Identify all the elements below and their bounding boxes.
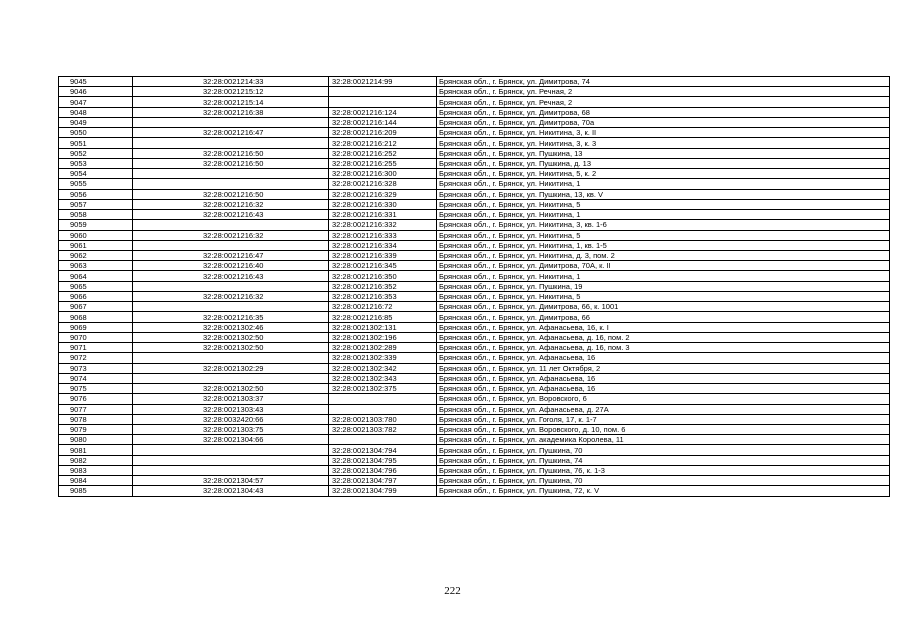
table-row	[59, 404, 890, 414]
land-cadastral-number	[133, 220, 329, 230]
address-cell: Брянская обл., г. Брянск, ул. Никитина, 5	[437, 291, 890, 301]
row-number: 9052	[59, 148, 133, 158]
row-number: 9063	[59, 261, 133, 271]
row-number: 9051	[59, 138, 133, 148]
building-cadastral-number: 32:28:0021216:144	[329, 117, 437, 127]
row-number: 9047	[59, 97, 133, 107]
land-cadastral-number	[133, 169, 329, 179]
land-cadastral-number: 32:28:0021216:43	[133, 210, 329, 220]
table-row	[59, 476, 890, 486]
building-cadastral-number: 32:28:0021216:255	[329, 158, 437, 168]
land-cadastral-number	[133, 465, 329, 475]
land-cadastral-number: 32:28:0021216:50	[133, 148, 329, 158]
building-cadastral-number: 32:28:0021303:780	[329, 414, 437, 424]
table-row	[59, 230, 890, 240]
building-cadastral-number: 32:28:0021302:131	[329, 322, 437, 332]
land-cadastral-number	[133, 445, 329, 455]
building-cadastral-number: 32:28:0021216:209	[329, 128, 437, 138]
land-cadastral-number: 32:28:0021302:46	[133, 322, 329, 332]
address-cell: Брянская обл., г. Брянск, ул. Пушкина, 72, к. V	[437, 486, 890, 496]
building-cadastral-number: 32:28:0021216:352	[329, 281, 437, 291]
building-cadastral-number: 32:28:0021216:252	[329, 148, 437, 158]
table-row	[59, 77, 890, 87]
address-cell: Брянская обл., г. Брянск, ул. Речная, 2	[437, 97, 890, 107]
address-cell: Брянская обл., г. Брянск, ул. Никитина, 1	[437, 210, 890, 220]
building-cadastral-number: 32:28:0021216:330	[329, 199, 437, 209]
table-row	[59, 210, 890, 220]
building-cadastral-number: 32:28:0021216:334	[329, 240, 437, 250]
table-row	[59, 250, 890, 260]
building-cadastral-number: 32:28:0021304:797	[329, 476, 437, 486]
table-row	[59, 169, 890, 179]
land-cadastral-number: 32:28:0021216:50	[133, 189, 329, 199]
address-cell: Брянская обл., г. Брянск, ул. Пушкина, 74	[437, 455, 890, 465]
row-number: 9074	[59, 373, 133, 383]
row-number: 9085	[59, 486, 133, 496]
table-row	[59, 148, 890, 158]
row-number: 9056	[59, 189, 133, 199]
registry-table-body	[59, 77, 890, 497]
row-number: 9081	[59, 445, 133, 455]
address-cell: Брянская обл., г. Брянск, ул. Афанасьева, д. 27А	[437, 404, 890, 414]
row-number: 9079	[59, 424, 133, 434]
building-cadastral-number: 32:28:0021302:343	[329, 373, 437, 383]
row-number: 9078	[59, 414, 133, 424]
building-cadastral-number: 32:28:0021216:331	[329, 210, 437, 220]
row-number: 9055	[59, 179, 133, 189]
table-row	[59, 302, 890, 312]
land-cadastral-number: 32:28:0021216:32	[133, 199, 329, 209]
row-number: 9064	[59, 271, 133, 281]
building-cadastral-number: 32:28:0021216:345	[329, 261, 437, 271]
table-row	[59, 97, 890, 107]
address-cell: Брянская обл., г. Брянск, ул. Никитина, 5, к. 2	[437, 169, 890, 179]
building-cadastral-number: 32:28:0021216:124	[329, 107, 437, 117]
building-cadastral-number	[329, 87, 437, 97]
table-row	[59, 455, 890, 465]
building-cadastral-number: 32:28:0021216:212	[329, 138, 437, 148]
table-row	[59, 312, 890, 322]
address-cell: Брянская обл., г. Брянск, ул. Никитина, 3, кв. 1-6	[437, 220, 890, 230]
address-cell: Брянская обл., г. Брянск, ул. Афанасьева, 16, к. I	[437, 322, 890, 332]
land-cadastral-number	[133, 117, 329, 127]
land-cadastral-number: 32:28:0021304:43	[133, 486, 329, 496]
land-cadastral-number	[133, 179, 329, 189]
building-cadastral-number: 32:28:0021302:196	[329, 332, 437, 342]
row-number: 9084	[59, 476, 133, 486]
row-number: 9072	[59, 353, 133, 363]
row-number: 9066	[59, 291, 133, 301]
land-cadastral-number: 32:28:0021304:57	[133, 476, 329, 486]
land-cadastral-number: 32:28:0021216:50	[133, 158, 329, 168]
row-number: 9071	[59, 343, 133, 353]
address-cell: Брянская обл., г. Брянск, ул. 11 лет Октября, 2	[437, 363, 890, 373]
table-row	[59, 445, 890, 455]
building-cadastral-number: 32:28:0021216:300	[329, 169, 437, 179]
table-row	[59, 199, 890, 209]
address-cell: Брянская обл., г. Брянск, ул. академика Королева, 11	[437, 435, 890, 445]
land-cadastral-number	[133, 138, 329, 148]
land-cadastral-number: 32:28:0021214:33	[133, 77, 329, 87]
building-cadastral-number	[329, 404, 437, 414]
land-cadastral-number: 32:28:0021216:47	[133, 128, 329, 138]
table-row	[59, 107, 890, 117]
table-row	[59, 384, 890, 394]
row-number: 9065	[59, 281, 133, 291]
building-cadastral-number	[329, 435, 437, 445]
address-cell: Брянская обл., г. Брянск, ул. Никитина, 5	[437, 199, 890, 209]
address-cell: Брянская обл., г. Брянск, ул. Гоголя, 17, к. 1-7	[437, 414, 890, 424]
row-number: 9082	[59, 455, 133, 465]
address-cell: Брянская обл., г. Брянск, ул. Димитрова, 74	[437, 77, 890, 87]
row-number: 9077	[59, 404, 133, 414]
row-number: 9075	[59, 384, 133, 394]
address-cell: Брянская обл., г. Брянск, ул. Воровского, 6	[437, 394, 890, 404]
address-cell: Брянская обл., г. Брянск, ул. Димитрова, 68	[437, 107, 890, 117]
table-row	[59, 271, 890, 281]
address-cell: Брянская обл., г. Брянск, ул. Никитина, 1	[437, 179, 890, 189]
registry-table	[58, 76, 890, 497]
building-cadastral-number: 32:28:0021304:795	[329, 455, 437, 465]
table-row	[59, 343, 890, 353]
page-number: 222	[444, 585, 461, 597]
land-cadastral-number: 32:28:0021302:50	[133, 332, 329, 342]
land-cadastral-number: 32:28:0021216:38	[133, 107, 329, 117]
building-cadastral-number: 32:28:0021303:782	[329, 424, 437, 434]
land-cadastral-number: 32:28:0021303:37	[133, 394, 329, 404]
land-cadastral-number	[133, 373, 329, 383]
land-cadastral-number: 32:28:0021216:40	[133, 261, 329, 271]
table-row	[59, 486, 890, 496]
address-cell: Брянская обл., г. Брянск, ул. Димитрова, 66, к. 1001	[437, 302, 890, 312]
address-cell: Брянская обл., г. Брянск, ул. Димитрова, 70а	[437, 117, 890, 127]
table-row	[59, 394, 890, 404]
address-cell: Брянская обл., г. Брянск, ул. Пушкина, 76, к. 1-3	[437, 465, 890, 475]
row-number: 9059	[59, 220, 133, 230]
address-cell: Брянская обл., г. Брянск, ул. Афанасьева, 16	[437, 384, 890, 394]
land-cadastral-number: 32:28:0021304:66	[133, 435, 329, 445]
row-number: 9073	[59, 363, 133, 373]
building-cadastral-number: 32:28:0021216:85	[329, 312, 437, 322]
address-cell: Брянская обл., г. Брянск, ул. Димитрова, 70А, к. II	[437, 261, 890, 271]
table-row	[59, 117, 890, 127]
building-cadastral-number: 32:28:0021302:375	[329, 384, 437, 394]
row-number: 9083	[59, 465, 133, 475]
address-cell: Брянская обл., г. Брянск, ул. Пушкина, 70	[437, 445, 890, 455]
land-cadastral-number: 32:28:0021216:32	[133, 291, 329, 301]
building-cadastral-number: 32:28:0021302:342	[329, 363, 437, 373]
table-row	[59, 189, 890, 199]
row-number: 9061	[59, 240, 133, 250]
row-number: 9060	[59, 230, 133, 240]
table-row	[59, 138, 890, 148]
land-cadastral-number: 32:28:0021302:50	[133, 384, 329, 394]
table-row	[59, 281, 890, 291]
table-row	[59, 220, 890, 230]
address-cell: Брянская обл., г. Брянск, ул. Афанасьева, 16	[437, 373, 890, 383]
address-cell: Брянская обл., г. Брянск, ул. Никитина, 1	[437, 271, 890, 281]
address-cell: Брянская обл., г. Брянск, ул. Никитина, 3, к. II	[437, 128, 890, 138]
building-cadastral-number: 32:28:0021216:333	[329, 230, 437, 240]
table-row	[59, 363, 890, 373]
row-number: 9045	[59, 77, 133, 87]
address-cell: Брянская обл., г. Брянск, ул. Никитина, 1, кв. 1-5	[437, 240, 890, 250]
building-cadastral-number: 32:28:0021216:353	[329, 291, 437, 301]
building-cadastral-number: 32:28:0021304:794	[329, 445, 437, 455]
address-cell: Брянская обл., г. Брянск, ул. Пушкина, 70	[437, 476, 890, 486]
building-cadastral-number: 32:28:0021302:289	[329, 343, 437, 353]
land-cadastral-number: 32:28:0021215:12	[133, 87, 329, 97]
building-cadastral-number: 32:28:0021304:796	[329, 465, 437, 475]
building-cadastral-number: 32:28:0021216:332	[329, 220, 437, 230]
table-row	[59, 128, 890, 138]
building-cadastral-number: 32:28:0021304:799	[329, 486, 437, 496]
land-cadastral-number: 32:28:0021303:75	[133, 424, 329, 434]
address-cell: Брянская обл., г. Брянск, ул. Никитина, д. 3, пом. 2	[437, 250, 890, 260]
table-row	[59, 353, 890, 363]
table-row	[59, 435, 890, 445]
table-row	[59, 87, 890, 97]
row-number: 9067	[59, 302, 133, 312]
row-number: 9050	[59, 128, 133, 138]
table-row	[59, 414, 890, 424]
land-cadastral-number: 32:28:0021215:14	[133, 97, 329, 107]
address-cell: Брянская обл., г. Брянск, ул. Афанасьева, д. 16, пом. 3	[437, 343, 890, 353]
table-row	[59, 291, 890, 301]
building-cadastral-number: 32:28:0021216:328	[329, 179, 437, 189]
table-row	[59, 373, 890, 383]
row-number: 9076	[59, 394, 133, 404]
land-cadastral-number	[133, 240, 329, 250]
table-row	[59, 158, 890, 168]
table-row	[59, 332, 890, 342]
table-row	[59, 322, 890, 332]
table-row	[59, 261, 890, 271]
address-cell: Брянская обл., г. Брянск, ул. Пушкина, 19	[437, 281, 890, 291]
address-cell: Брянская обл., г. Брянск, ул. Афанасьева, 16	[437, 353, 890, 363]
row-number: 9070	[59, 332, 133, 342]
building-cadastral-number: 32:28:0021216:72	[329, 302, 437, 312]
row-number: 9058	[59, 210, 133, 220]
land-cadastral-number: 32:28:0032420:66	[133, 414, 329, 424]
address-cell: Брянская обл., г. Брянск, ул. Пушкина, 13	[437, 148, 890, 158]
table-row	[59, 240, 890, 250]
address-cell: Брянская обл., г. Брянск, ул. Речная, 2	[437, 87, 890, 97]
land-cadastral-number: 32:28:0021216:47	[133, 250, 329, 260]
row-number: 9054	[59, 169, 133, 179]
address-cell: Брянская обл., г. Брянск, ул. Пушкина, д. 13	[437, 158, 890, 168]
land-cadastral-number: 32:28:0021303:43	[133, 404, 329, 414]
land-cadastral-number: 32:28:0021302:29	[133, 363, 329, 373]
address-cell: Брянская обл., г. Брянск, ул. Афанасьева, д. 16, пом. 2	[437, 332, 890, 342]
row-number: 9080	[59, 435, 133, 445]
land-cadastral-number	[133, 353, 329, 363]
row-number: 9068	[59, 312, 133, 322]
land-cadastral-number: 32:28:0021302:50	[133, 343, 329, 353]
address-cell: Брянская обл., г. Брянск, ул. Никитина, 5	[437, 230, 890, 240]
row-number: 9057	[59, 199, 133, 209]
address-cell: Брянская обл., г. Брянск, ул. Димитрова, 66	[437, 312, 890, 322]
table-row	[59, 465, 890, 475]
table-row	[59, 179, 890, 189]
building-cadastral-number: 32:28:0021216:350	[329, 271, 437, 281]
row-number: 9048	[59, 107, 133, 117]
land-cadastral-number	[133, 302, 329, 312]
address-cell: Брянская обл., г. Брянск, ул. Пушкина, 13, кв. V	[437, 189, 890, 199]
building-cadastral-number: 32:28:0021216:339	[329, 250, 437, 260]
building-cadastral-number	[329, 97, 437, 107]
land-cadastral-number: 32:28:0021216:35	[133, 312, 329, 322]
land-cadastral-number: 32:28:0021216:43	[133, 271, 329, 281]
row-number: 9069	[59, 322, 133, 332]
row-number: 9049	[59, 117, 133, 127]
row-number: 9062	[59, 250, 133, 260]
address-cell: Брянская обл., г. Брянск, ул. Никитина, 3, к. 3	[437, 138, 890, 148]
row-number: 9046	[59, 87, 133, 97]
table-row	[59, 424, 890, 434]
building-cadastral-number	[329, 394, 437, 404]
land-cadastral-number: 32:28:0021216:32	[133, 230, 329, 240]
row-number: 9053	[59, 158, 133, 168]
building-cadastral-number: 32:28:0021302:339	[329, 353, 437, 363]
address-cell: Брянская обл., г. Брянск, ул. Воровского, д. 10, пом. 6	[437, 424, 890, 434]
building-cadastral-number: 32:28:0021216:329	[329, 189, 437, 199]
land-cadastral-number	[133, 455, 329, 465]
land-cadastral-number	[133, 281, 329, 291]
building-cadastral-number: 32:28:0021214:99	[329, 77, 437, 87]
